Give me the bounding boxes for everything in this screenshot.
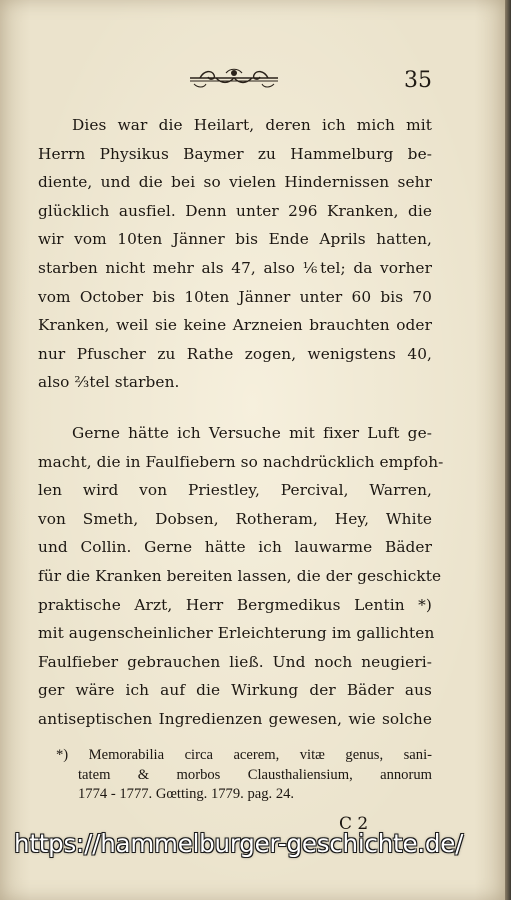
- text-line: nur Pfuscher zu Rathe zogen, wenigstens 40,: [38, 344, 432, 363]
- text-line: len wird von Priestley, Percival, Warren,: [38, 481, 432, 500]
- text-line: Kranken, weil sie keine Arzneien brauchten oder: [38, 316, 432, 335]
- text-line: also ⅔tel starben.: [38, 373, 180, 392]
- text-line: Faulfieber gebrauchen ließ. Und noch neugieri-: [38, 652, 432, 671]
- ornament-icon: [186, 64, 282, 92]
- text-line: glücklich ausfiel. Denn unter 296 Kranken, die: [38, 201, 432, 220]
- signature-mark: C 2: [339, 814, 369, 834]
- watermark-url: https://hammelburger-geschichte.de/: [14, 829, 464, 858]
- text-line: praktische Arzt, Herr Bergmedikus Lentin *): [38, 595, 432, 614]
- text-line: antiseptischen Ingredienzen gewesen, wie solche: [38, 709, 432, 728]
- text-line: Dies war die Heilart, deren ich mich mit: [72, 116, 432, 134]
- text-line: für die Kranken bereiten lassen, die der geschickte: [38, 566, 442, 585]
- text-line: mit augenscheinlicher Erleichterung im gallichten: [38, 624, 435, 643]
- text-line: wir vom 10ten Jänner bis Ende Aprils hatten,: [38, 230, 432, 249]
- footnote-line: *) Memorabilia circa acerem, vitæ genus, sani-: [56, 747, 432, 763]
- text-line: und Collin. Gerne hätte ich lauwarme Bäder: [38, 538, 432, 557]
- text-line: Herrn Physikus Baymer zu Hammelburg be-: [38, 144, 432, 163]
- text-line: Gerne hätte ich Versuche mit fixer Luft ge-: [72, 424, 432, 442]
- text-line: ger wäre ich auf die Wirkung der Bäder aus: [38, 681, 432, 700]
- text-line: vom October bis 10ten Jänner unter 60 bis 70: [38, 287, 432, 306]
- book-edge: [505, 0, 511, 900]
- footnote-line: 1774 - 1777. Gœtting. 1779. pag. 24.: [78, 786, 295, 802]
- text-line: von Smeth, Dobsen, Rotheram, Hey, White: [38, 509, 432, 528]
- footnote-line: tatem & morbos Clausthaliensium, annorum: [78, 766, 432, 783]
- text-line: starben nicht mehr als 47, also ⅙tel; da vorher: [38, 258, 432, 277]
- text-line: diente, und die bei so vielen Hindernissen sehr: [38, 173, 432, 192]
- footnote: [56, 746, 432, 805]
- paragraph-1: [38, 111, 432, 397]
- paragraph-2: [38, 419, 444, 734]
- text-line: macht, die in Faulfiebern so nachdrücklich empfoh-: [38, 452, 444, 471]
- page-number: 35: [404, 68, 432, 93]
